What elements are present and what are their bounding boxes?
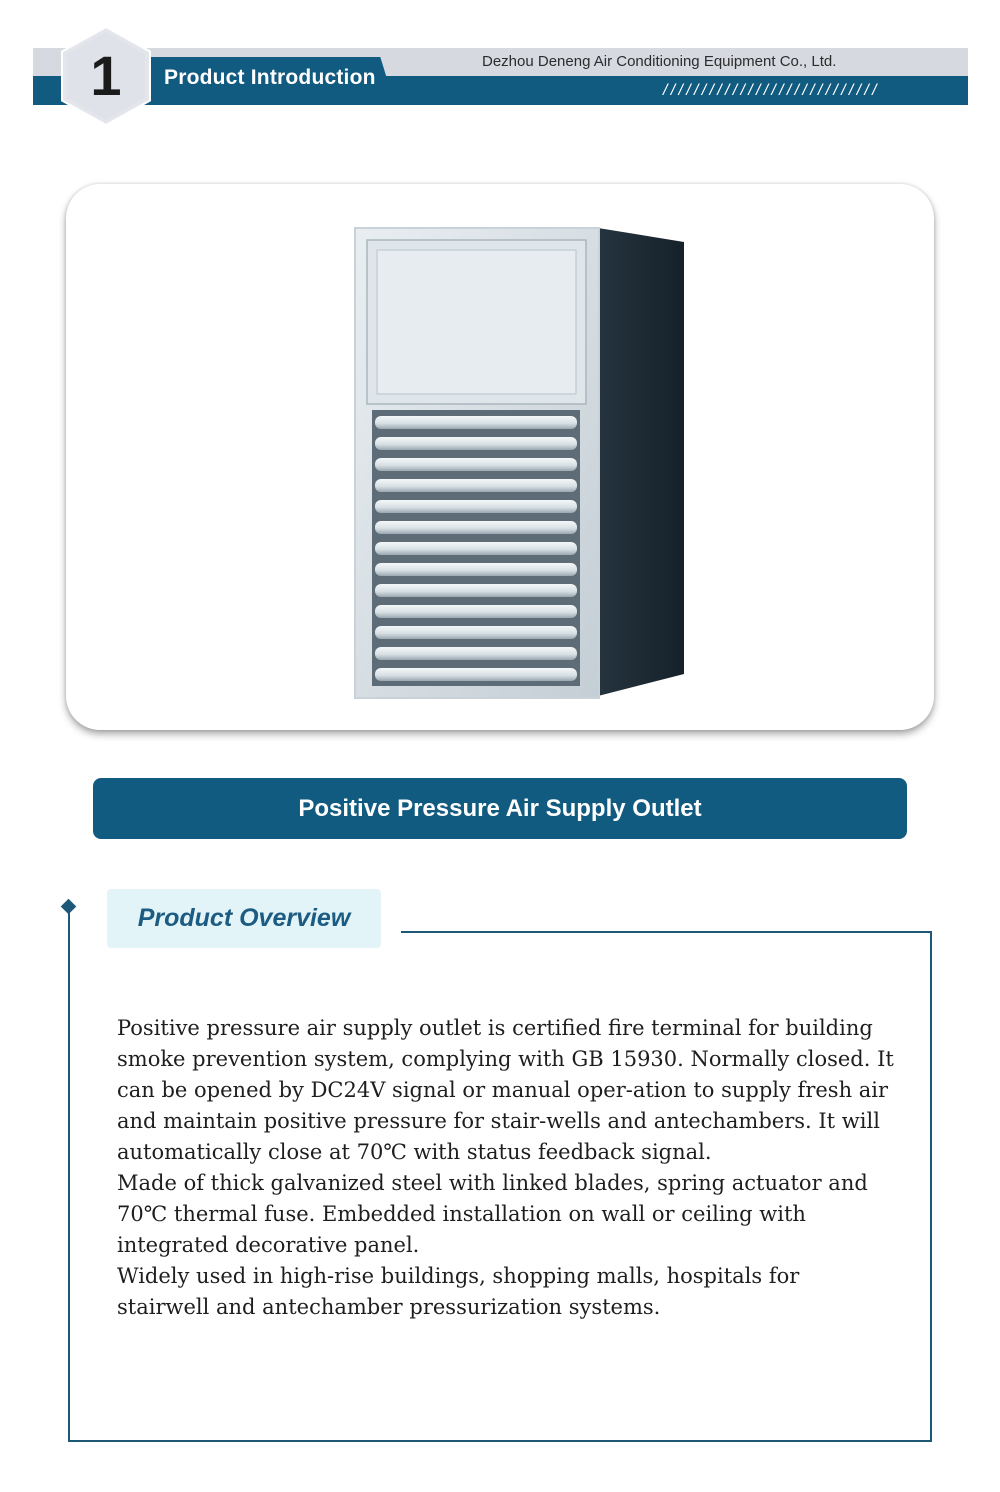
overview-heading: Product Overview — [137, 904, 351, 932]
overview-text — [117, 1013, 897, 1323]
overview-paragraph: Positive pressure air supply outlet is certified fire terminal for building smoke prevention system, complying with GB 15930. Normally closed. It can be opened by DC24V signal or manual oper-ation to supply fresh air and maintain positive pressure for stair-wells and antechambers. It will automatically close at 70℃ with status feedback signal. — [117, 1016, 894, 1164]
header-slash-decoration: //////////////////////////// — [663, 82, 880, 99]
air-supply-outlet-image — [66, 184, 934, 730]
overview-paragraph: Made of thick galvanized steel with linked blades, spring actuator and 70℃ thermal fuse. Embedded installation on wall or ceiling with integrated decorative panel. — [117, 1171, 868, 1257]
section-title: Product Introduction — [164, 66, 376, 89]
overview-frame-bottom — [68, 1440, 932, 1442]
overview-paragraph: Widely used in high-rise buildings, shopping malls, hospitals for stairwell and antechamber pressurization systems. — [117, 1264, 800, 1319]
company-name: Dezhou Deneng Air Conditioning Equipment Co., Ltd. — [482, 53, 837, 70]
section-number-hexagon — [56, 26, 156, 126]
product-image-card — [66, 184, 934, 730]
product-name-banner: Positive Pressure Air Supply Outlet — [93, 778, 907, 839]
overview-frame-top — [401, 931, 932, 933]
overview-frame-left — [68, 912, 70, 1442]
diamond-bullet-icon — [61, 899, 77, 915]
overview-frame-right — [930, 931, 932, 1442]
section-number: 1 — [90, 44, 122, 107]
page-header — [0, 0, 1000, 140]
